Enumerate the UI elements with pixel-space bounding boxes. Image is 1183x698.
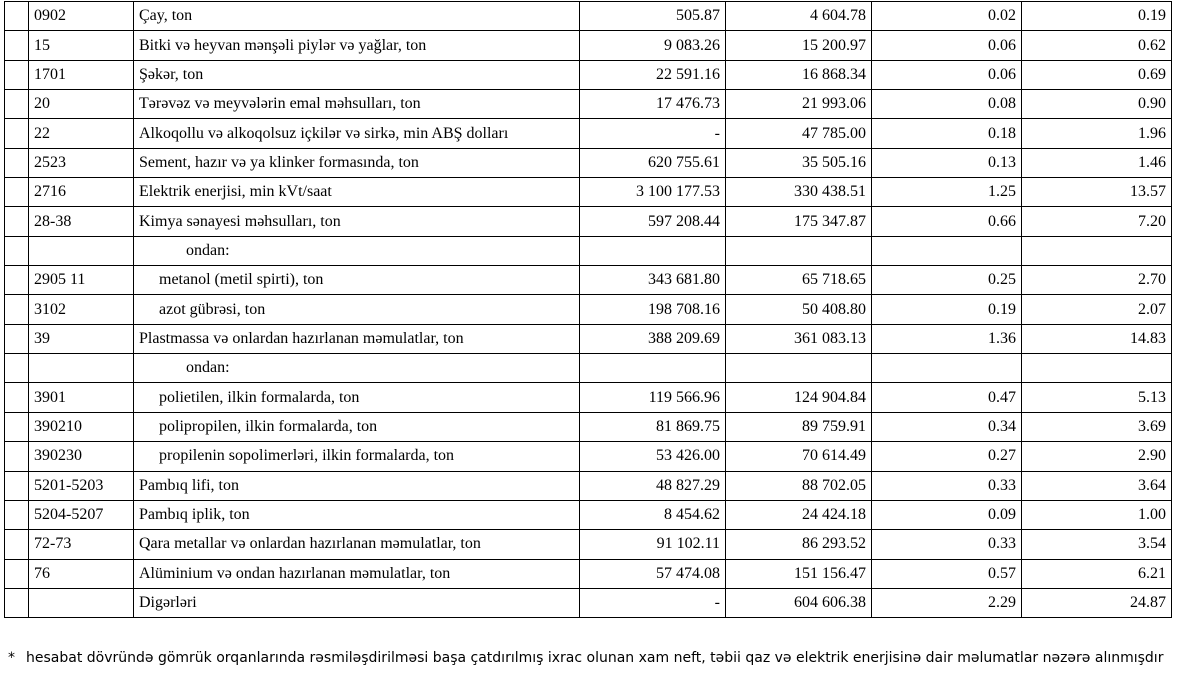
- value-cell: 70 614.49: [726, 442, 872, 471]
- share-nonoil-cell: 5.13: [1022, 383, 1172, 412]
- quantity-cell: 17 476.73: [580, 90, 726, 119]
- share-nonoil-cell: 1.00: [1022, 500, 1172, 529]
- hs-code-cell: 72-73: [29, 530, 134, 559]
- quantity-cell: 91 102.11: [580, 530, 726, 559]
- table-row: [5, 442, 1172, 471]
- share-total-cell: 0.27: [872, 442, 1022, 471]
- value-cell: 47 785.00: [726, 119, 872, 148]
- footnote: [8, 648, 1173, 669]
- quantity-cell: 597 208.44: [580, 207, 726, 236]
- share-total-cell: 0.06: [872, 31, 1022, 60]
- share-total-cell: 0.08: [872, 90, 1022, 119]
- row-marker-cell: [5, 60, 29, 89]
- row-marker-cell: [5, 354, 29, 383]
- table-row: [5, 119, 1172, 148]
- value-cell: 4 604.78: [726, 2, 872, 31]
- hs-code-cell: 2905 11: [29, 266, 134, 295]
- share-nonoil-cell: 14.83: [1022, 324, 1172, 353]
- hs-code-cell: [29, 354, 134, 383]
- table-row: [5, 530, 1172, 559]
- share-nonoil-cell: 0.69: [1022, 60, 1172, 89]
- product-name-cell: Tərəvəz və meyvələrin emal məhsulları, ton: [134, 90, 580, 119]
- hs-code-cell: 5201-5203: [29, 471, 134, 500]
- table-row: [5, 266, 1172, 295]
- share-total-cell: 0.13: [872, 148, 1022, 177]
- share-total-cell: 0.57: [872, 559, 1022, 588]
- row-marker-cell: [5, 90, 29, 119]
- value-cell: 65 718.65: [726, 266, 872, 295]
- product-name-cell: Kimya sənayesi məhsulları, ton: [134, 207, 580, 236]
- hs-code-cell: [29, 588, 134, 617]
- product-name-cell: metanol (metil spirti), ton: [134, 266, 580, 295]
- row-marker-cell: [5, 2, 29, 31]
- product-name-cell: Alüminium və ondan hazırlanan məmulatlar, ton: [134, 559, 580, 588]
- share-total-cell: 0.34: [872, 412, 1022, 441]
- share-total-cell: 2.29: [872, 588, 1022, 617]
- table-row: [5, 207, 1172, 236]
- table-row: [5, 354, 1172, 383]
- hs-code-cell: 1701: [29, 60, 134, 89]
- hs-code-cell: 20: [29, 90, 134, 119]
- product-name-cell: ondan:: [134, 236, 580, 265]
- row-marker-cell: [5, 207, 29, 236]
- value-cell: 604 606.38: [726, 588, 872, 617]
- share-nonoil-cell: [1022, 236, 1172, 265]
- row-marker-cell: [5, 295, 29, 324]
- share-nonoil-cell: 3.54: [1022, 530, 1172, 559]
- share-total-cell: 0.33: [872, 530, 1022, 559]
- share-total-cell: 0.66: [872, 207, 1022, 236]
- row-marker-cell: [5, 31, 29, 60]
- hs-code-cell: 390230: [29, 442, 134, 471]
- share-total-cell: 0.19: [872, 295, 1022, 324]
- quantity-cell: 81 869.75: [580, 412, 726, 441]
- value-cell: 86 293.52: [726, 530, 872, 559]
- export-table: [4, 1, 1172, 618]
- footnote-text: hesabat dövründə gömrük orqanlarında rəsmiləşdirilməsi başa çatdırılmış ixrac olunan xam neft, təbii qaz və elektrik enerjisinə dair məlumatlar nəzərə alınmışdır: [26, 650, 1164, 666]
- share-total-cell: 0.09: [872, 500, 1022, 529]
- quantity-cell: 22 591.16: [580, 60, 726, 89]
- quantity-cell: 198 708.16: [580, 295, 726, 324]
- row-marker-cell: [5, 178, 29, 207]
- quantity-cell: 8 454.62: [580, 500, 726, 529]
- row-marker-cell: [5, 236, 29, 265]
- share-nonoil-cell: 13.57: [1022, 178, 1172, 207]
- row-marker-cell: [5, 119, 29, 148]
- footnote-mark: *: [8, 650, 15, 666]
- product-name-cell: Alkoqollu və alkoqolsuz içkilər və sirkə, min ABŞ dolları: [134, 119, 580, 148]
- value-cell: [726, 354, 872, 383]
- row-marker-cell: [5, 442, 29, 471]
- share-total-cell: 0.06: [872, 60, 1022, 89]
- table-row: [5, 90, 1172, 119]
- hs-code-cell: 390210: [29, 412, 134, 441]
- share-nonoil-cell: 0.62: [1022, 31, 1172, 60]
- hs-code-cell: 15: [29, 31, 134, 60]
- row-marker-cell: [5, 412, 29, 441]
- row-marker-cell: [5, 588, 29, 617]
- product-name-cell: Elektrik enerjisi, min kVt/saat: [134, 178, 580, 207]
- share-nonoil-cell: 7.20: [1022, 207, 1172, 236]
- product-name-cell: Bitki və heyvan mənşəli piylər və yağlar, ton: [134, 31, 580, 60]
- hs-code-cell: 3901: [29, 383, 134, 412]
- value-cell: 151 156.47: [726, 559, 872, 588]
- table-row: [5, 559, 1172, 588]
- hs-code-cell: 2716: [29, 178, 134, 207]
- table-row: [5, 471, 1172, 500]
- hs-code-cell: 0902: [29, 2, 134, 31]
- share-total-cell: 0.47: [872, 383, 1022, 412]
- share-total-cell: 0.02: [872, 2, 1022, 31]
- share-nonoil-cell: 2.90: [1022, 442, 1172, 471]
- product-name-cell: Şəkər, ton: [134, 60, 580, 89]
- table-row: [5, 588, 1172, 617]
- value-cell: 361 083.13: [726, 324, 872, 353]
- table-row: [5, 412, 1172, 441]
- share-nonoil-cell: 2.07: [1022, 295, 1172, 324]
- quantity-cell: 48 827.29: [580, 471, 726, 500]
- row-marker-cell: [5, 471, 29, 500]
- value-cell: 15 200.97: [726, 31, 872, 60]
- quantity-cell: 57 474.08: [580, 559, 726, 588]
- quantity-cell: [580, 354, 726, 383]
- hs-code-cell: 22: [29, 119, 134, 148]
- share-nonoil-cell: 6.21: [1022, 559, 1172, 588]
- quantity-cell: -: [580, 588, 726, 617]
- product-name-cell: Plastmassa və onlardan hazırlanan məmulatlar, ton: [134, 324, 580, 353]
- quantity-cell: 53 426.00: [580, 442, 726, 471]
- product-name-cell: polipropilen, ilkin formalarda, ton: [134, 412, 580, 441]
- value-cell: [726, 236, 872, 265]
- share-nonoil-cell: 0.90: [1022, 90, 1172, 119]
- product-name-cell: Qara metallar və onlardan hazırlanan məmulatlar, ton: [134, 530, 580, 559]
- share-nonoil-cell: [1022, 354, 1172, 383]
- hs-code-cell: 76: [29, 559, 134, 588]
- value-cell: 89 759.91: [726, 412, 872, 441]
- table-row: [5, 324, 1172, 353]
- product-name-cell: Çay, ton: [134, 2, 580, 31]
- quantity-cell: 119 566.96: [580, 383, 726, 412]
- table-row: [5, 500, 1172, 529]
- share-nonoil-cell: 3.64: [1022, 471, 1172, 500]
- value-cell: 50 408.80: [726, 295, 872, 324]
- share-total-cell: 1.36: [872, 324, 1022, 353]
- table-row: [5, 295, 1172, 324]
- product-name-cell: Sement, hazır və ya klinker formasında, ton: [134, 148, 580, 177]
- quantity-cell: [580, 236, 726, 265]
- value-cell: 24 424.18: [726, 500, 872, 529]
- hs-code-cell: 2523: [29, 148, 134, 177]
- product-name-cell: polietilen, ilkin formalarda, ton: [134, 383, 580, 412]
- product-name-cell: Pambıq lifi, ton: [134, 471, 580, 500]
- table-row: [5, 60, 1172, 89]
- value-cell: 21 993.06: [726, 90, 872, 119]
- row-marker-cell: [5, 559, 29, 588]
- quantity-cell: 9 083.26: [580, 31, 726, 60]
- hs-code-cell: 39: [29, 324, 134, 353]
- hs-code-cell: 3102: [29, 295, 134, 324]
- product-name-cell: propilenin sopolimerləri, ilkin formalarda, ton: [134, 442, 580, 471]
- value-cell: 330 438.51: [726, 178, 872, 207]
- share-total-cell: [872, 354, 1022, 383]
- quantity-cell: 620 755.61: [580, 148, 726, 177]
- row-marker-cell: [5, 266, 29, 295]
- table-row: [5, 236, 1172, 265]
- row-marker-cell: [5, 530, 29, 559]
- product-name-cell: azot gübrəsi, ton: [134, 295, 580, 324]
- share-nonoil-cell: 3.69: [1022, 412, 1172, 441]
- value-cell: 88 702.05: [726, 471, 872, 500]
- value-cell: 35 505.16: [726, 148, 872, 177]
- share-nonoil-cell: 2.70: [1022, 266, 1172, 295]
- share-total-cell: 0.25: [872, 266, 1022, 295]
- table-row: [5, 148, 1172, 177]
- hs-code-cell: 28-38: [29, 207, 134, 236]
- value-cell: 124 904.84: [726, 383, 872, 412]
- share-nonoil-cell: 0.19: [1022, 2, 1172, 31]
- value-cell: 16 868.34: [726, 60, 872, 89]
- share-nonoil-cell: 1.96: [1022, 119, 1172, 148]
- share-total-cell: 1.25: [872, 178, 1022, 207]
- hs-code-cell: [29, 236, 134, 265]
- share-nonoil-cell: 1.46: [1022, 148, 1172, 177]
- table-body: [5, 2, 1172, 618]
- value-cell: 175 347.87: [726, 207, 872, 236]
- quantity-cell: 388 209.69: [580, 324, 726, 353]
- table-row: [5, 383, 1172, 412]
- hs-code-cell: 5204-5207: [29, 500, 134, 529]
- row-marker-cell: [5, 500, 29, 529]
- share-total-cell: 0.18: [872, 119, 1022, 148]
- share-total-cell: [872, 236, 1022, 265]
- quantity-cell: -: [580, 119, 726, 148]
- quantity-cell: 3 100 177.53: [580, 178, 726, 207]
- product-name-cell: Pambıq iplik, ton: [134, 500, 580, 529]
- product-name-cell: ondan:: [134, 354, 580, 383]
- row-marker-cell: [5, 148, 29, 177]
- table-row: [5, 178, 1172, 207]
- share-nonoil-cell: 24.87: [1022, 588, 1172, 617]
- table-row: [5, 31, 1172, 60]
- row-marker-cell: [5, 324, 29, 353]
- quantity-cell: 343 681.80: [580, 266, 726, 295]
- share-total-cell: 0.33: [872, 471, 1022, 500]
- product-name-cell: Digərləri: [134, 588, 580, 617]
- table-row: [5, 2, 1172, 31]
- row-marker-cell: [5, 383, 29, 412]
- quantity-cell: 505.87: [580, 2, 726, 31]
